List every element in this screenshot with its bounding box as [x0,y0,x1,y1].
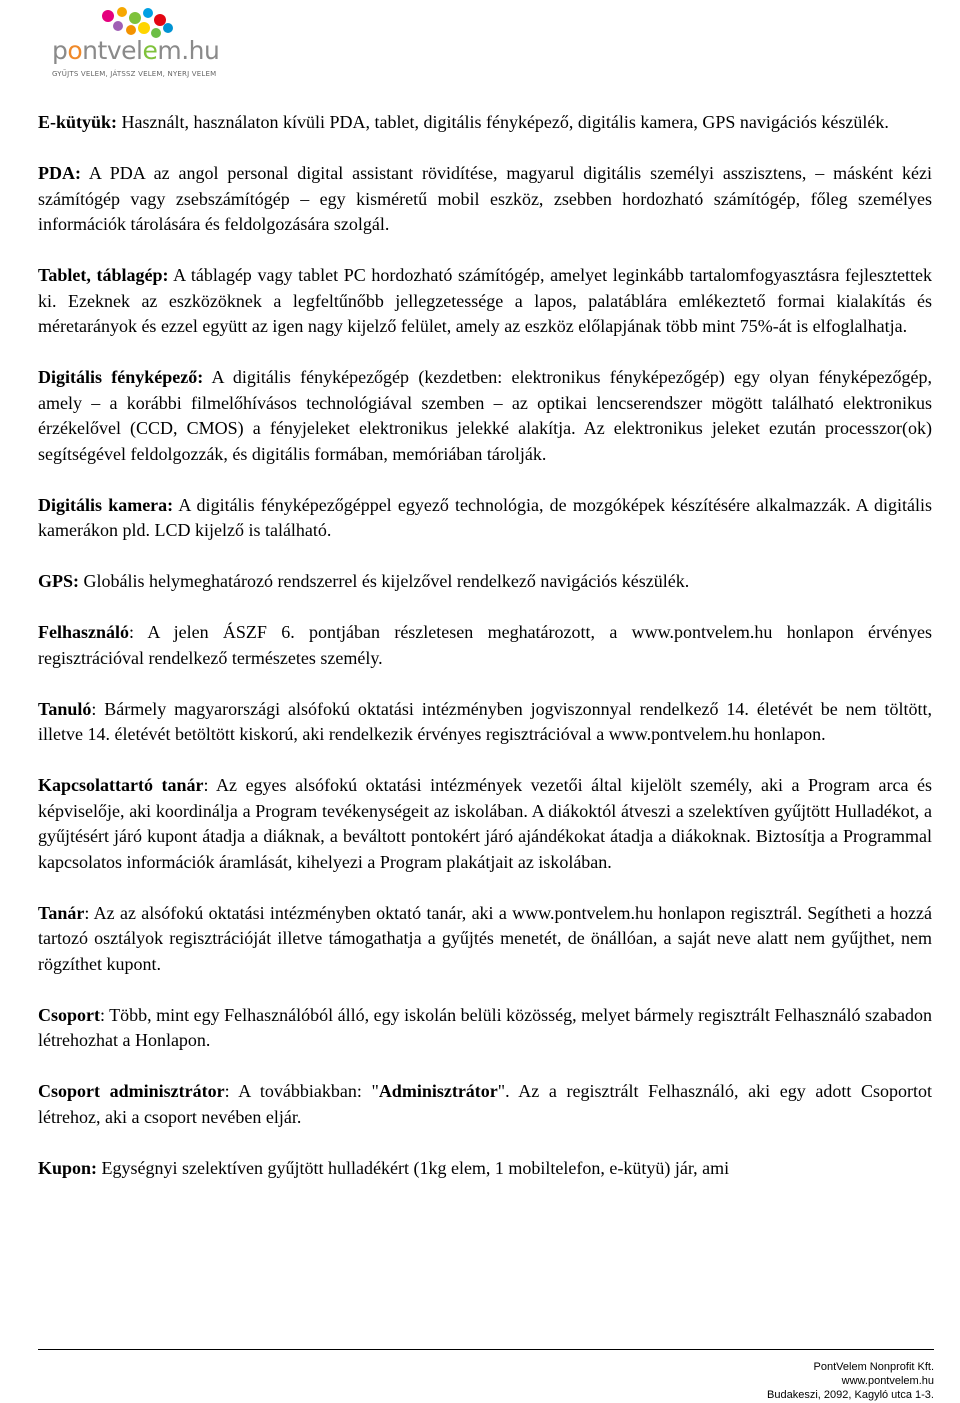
definition-gps [38,569,932,595]
logo-dot [117,7,127,17]
term: Tanuló [38,698,92,719]
term: Csoport [38,1004,100,1025]
definition-group-admin [38,1079,932,1130]
definition-text: Globális helymeghatározó rendszerrel és kijelzővel rendelkező navigációs készülék. [79,571,690,591]
definition-text: : A jelen ÁSZF 6. pontjában részletesen meghatározott, a www.pontvelem.hu honlapon érvényes regisztrációval rendelkező természetes személy. [38,622,932,668]
definition-digital-video-camera [38,493,932,544]
pontvelem-logo [38,6,238,82]
term: Kupon: [38,1157,98,1178]
term: GPS: [38,571,80,591]
definition-digital-camera [38,365,932,467]
definition-teacher [38,901,932,978]
definition-contact-teacher [38,773,932,875]
term: Tanár [38,902,85,923]
term: Digitális fényképező: [38,367,204,387]
footer-address: Budakeszi, 2092, Kagyló utca 1-3. [767,1389,934,1401]
term: Csoport adminisztrátor [38,1081,225,1101]
logo-dot [113,21,123,31]
logo-dot [102,10,114,22]
footer-website: www.pontvelem.hu [841,1375,934,1387]
page-footer [767,1360,934,1402]
definition-coupon [38,1156,932,1182]
document-body [38,110,932,1207]
term: Felhasználó [38,622,130,642]
definition-e-kutyuk [38,110,932,136]
definition-text: Használt, használaton kívüli PDA, tablet, digitális fényképező, digitális kamera, GPS navigációs készülék. [117,112,889,132]
logo-dot [154,14,166,26]
definition-text: : Az egyes alsófokú oktatási intézmények vezetői által kijelölt személy, aki a Program arca és képviselője, aki koordinálja a Program tevékenységeit az iskolában. A diákoktól átveszi a szelektíven gyűjtött Hulladékot, a gyűjtésért járó kupont átadja a diáknak, a beváltott pontokért járó ajándékokat átadja a diákoknak. Biztosítja a Programmal kapcsolatos információk áramlását, kihelyezi a Program plakátjait az iskolában. [38,775,933,872]
term: PDA: [38,163,81,183]
definition-group [38,1003,932,1054]
logo-dot [143,8,153,18]
logo-dot [163,23,173,33]
logo-dot [138,22,150,34]
definition-text: Egységnyi szelektíven gyűjtött hulladékért (1kg elem, 1 mobiltelefon, e-kütyü) jár, ami [97,1157,730,1178]
definition-pda [38,161,932,238]
definition-text: : Több, mint egy Felhasználóból álló, egy iskolán belüli közösség, melyet bármely regisztrált Felhasználó szabadon létrehozhat a Honlapon. [38,1004,932,1050]
definition-tablet [38,263,932,340]
definition-student [38,697,932,748]
term: Tablet, táblagép: [38,265,169,285]
definition-text: A digitális fényképezőgéppel egyező technológia, de mozgóképek készítésére alkalmazzák. A digitális kamerákon pld. LCD kijelző is található. [38,494,932,540]
logo-dot [126,25,136,35]
term: E-kütyük: [38,112,118,132]
term-admin: Adminisztrátor [378,1081,498,1101]
footer-divider [38,1349,934,1350]
definition-text: : Bármely magyarországi alsófokú oktatási intézményben jogviszonnyal rendelkező 14. életévét be nem töltött, illetve 14. életévét betöltött kiskorú, aki rendelkezik érvényes regisztrációval a www.pontvelem.hu honlapon. [38,698,932,744]
logo-dot [129,12,141,24]
definition-text: A táblagép vagy tablet PC hordozható számítógép, amelyet leginkább tartalomfogyasztásra fejlesztettek ki. Ezeknek az eszközöknek a legfeltűnőbb jellegzetessége a lapos, palatáblára emlékeztető formai kialakítás és méretarányok és ezzel együtt az igen nagy kijelző felület, amely az eszköz előlapjának több mint 75%-át is elfoglalhatja. [38,265,932,336]
footer-company: PontVelem Nonprofit Kft. [813,1361,934,1373]
definition-text: : Az az alsófokú oktatási intézményben oktató tanár, aki a www.pontvelem.hu honlapon regisztrál. Segítheti a hozzá tartozó osztályok regisztrációját illetve támogathatja a gyűjtés menetét, de önállóan, a saját neve alatt nem gyűjthet, nem rögzíthet kupont. [38,902,932,974]
definition-text: : A továbbiakban: " [224,1081,379,1101]
definition-text: A digitális fényképezőgép (kezdetben: elektronikus fényképezőgép) egy olyan fényképezőgép, amely – a korábbi filmelőhívásos technológiával szemben – az optikai lencserendszer mögött található elektronikus érzékelővel (CCD, CMOS) a fényjeleket elektronikus jelekké alakítja. Az elektronikus jeleket ezután processzor(ok) segítségével feldolgozzák, és digitális formában, memóriában tárolják. [38,367,932,464]
term: Digitális kamera: [38,494,174,515]
definition-text: A PDA az angol personal digital assistant rövidítése, magyarul digitális személyi asszisztens, – másként kézi számítógép vagy zsebszámítógép – egy kisméretű mobil eszköz, zsebben hordozható számítógép, főleg személyes információk tárolására és feldolgozására szolgál. [38,163,932,234]
definition-user [38,620,932,671]
logo-slogan: GYŰJTS VELEM, JÁTSSZ VELEM, NYERJ VELEM [52,70,217,78]
definition-text-cont: ". Az a regisztrált Felhasználó, aki egy adott Csoportot létrehoz, aki a csoport nevében eljár. [38,1081,933,1127]
logo-wordmark: pontvelem.hu [52,36,220,65]
term: Kapcsolattartó tanár [38,775,204,795]
